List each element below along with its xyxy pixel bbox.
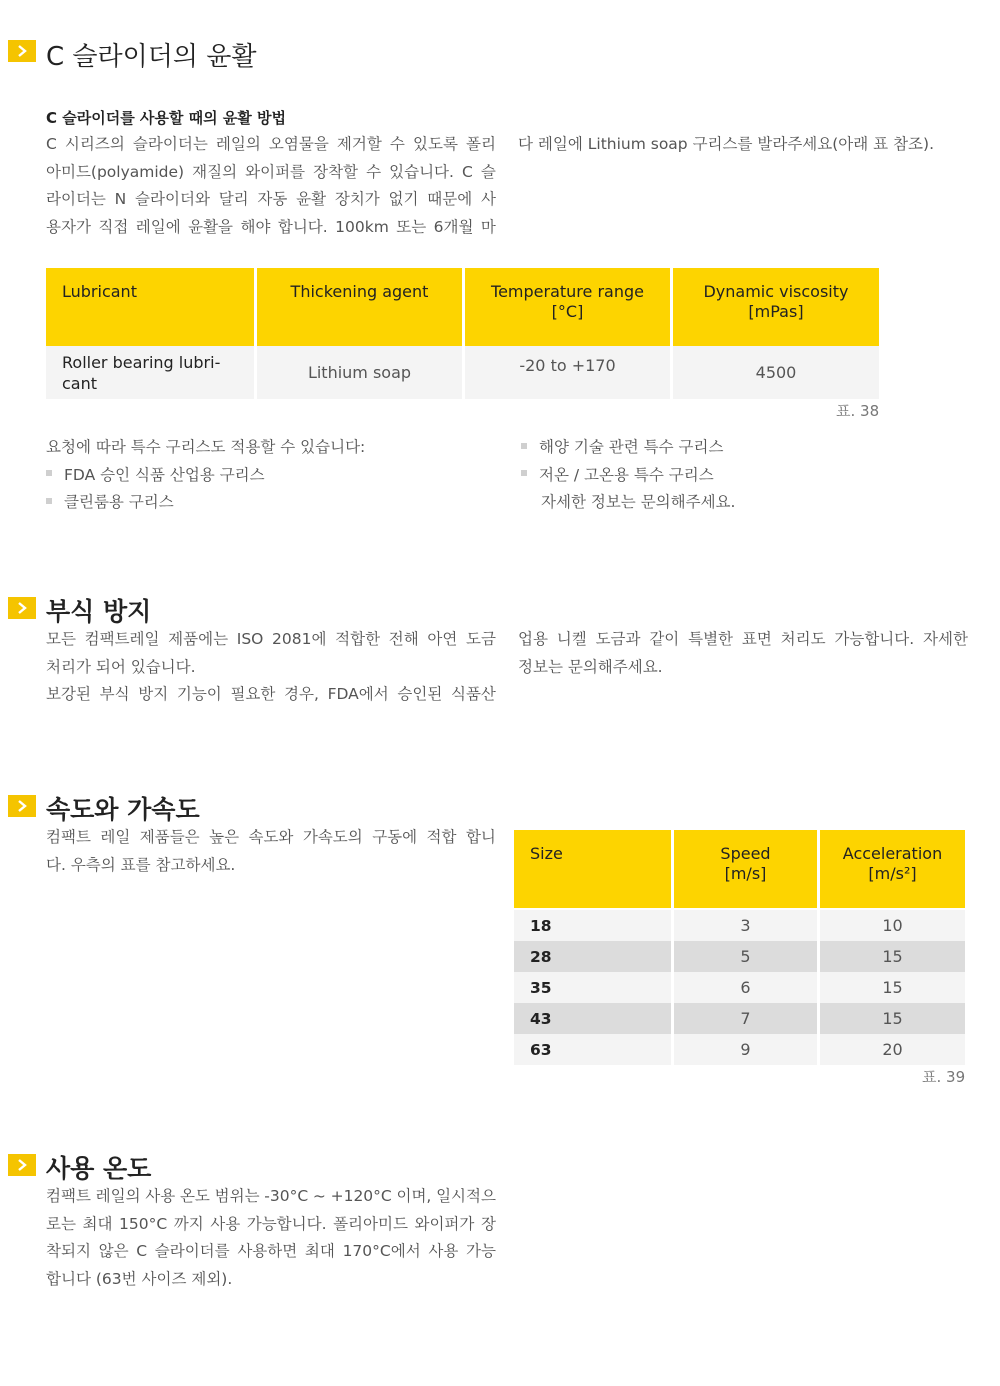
cell-lubricant — [46, 346, 254, 399]
header-lubricant: Lubricant — [46, 268, 254, 346]
list-item — [46, 489, 365, 517]
header-viscosity-unit: [mPas] — [748, 302, 804, 321]
lubrication-text-right — [518, 131, 968, 159]
lubricant-table — [43, 268, 882, 399]
chevron-right-icon — [8, 597, 36, 619]
cell-size: 18 — [514, 910, 671, 941]
header-dynamic-viscosity — [673, 268, 879, 346]
cell-lubricant-line1: Roller bearing lubri- — [62, 352, 221, 372]
text-line: 아미드(polyamide) 재질의 와이퍼를 장착할 수 있습니다. C 슬 — [46, 162, 496, 181]
header-speed — [674, 830, 817, 908]
bullet-icon — [521, 443, 527, 449]
cell-size: 43 — [514, 1003, 671, 1034]
table-row — [514, 972, 965, 1003]
cell-acceleration: 15 — [820, 1003, 965, 1034]
text-line: C 시리즈의 슬라이더는 레일의 오염물을 제거할 수 있도록 폴리 — [46, 135, 496, 153]
chevron-right-icon — [8, 795, 36, 817]
text-line: 다. 우측의 표를 참고하세요. — [46, 855, 236, 874]
header-size: Size — [514, 830, 671, 908]
cell-acceleration: 15 — [820, 972, 965, 1003]
lubrication-text-left — [46, 131, 496, 241]
header-accel-label: Acceleration — [842, 844, 943, 863]
header-viscosity-label: Dynamic viscosity — [703, 282, 849, 301]
section-title-lubrication: C 슬라이더의 윤활 — [46, 42, 257, 72]
cell-size: 28 — [514, 941, 671, 972]
text-line: 합니다 (63번 사이즈 제외). — [46, 1269, 233, 1288]
cell-lubricant-line2: cant — [62, 373, 98, 393]
special-note: 자세한 정보는 문의해주세요. — [541, 493, 736, 511]
special-grease-left — [46, 434, 365, 517]
cell-speed: 9 — [674, 1034, 817, 1065]
header-temperature-range — [465, 268, 670, 346]
list-item-text: 클린룸용 구리스 — [64, 493, 174, 511]
speed-table — [511, 830, 968, 1065]
cell-acceleration: 20 — [820, 1034, 965, 1065]
header-temp-unit: [°C] — [551, 302, 584, 321]
text-line: 보강된 부식 방지 기능이 필요한 경우, FDA에서 승인된 식품산 — [46, 685, 496, 703]
list-item-text: 해양 기술 관련 특수 구리스 — [539, 438, 724, 456]
lubrication-subtitle: C 슬라이더를 사용할 때의 윤활 방법 — [46, 109, 286, 127]
header-acceleration — [820, 830, 965, 908]
temperature-text — [46, 1183, 496, 1293]
cell-speed: 3 — [674, 910, 817, 941]
cell-acceleration: 15 — [820, 941, 965, 972]
cell-speed: 6 — [674, 972, 817, 1003]
speed-text — [46, 824, 496, 879]
table-caption-39: 표. 39 — [922, 1068, 966, 1086]
list-item — [521, 462, 735, 490]
table-caption-38: 표. 38 — [836, 402, 880, 420]
corrosion-text-right — [518, 626, 968, 681]
cell-temperature: -20 to +170 — [465, 346, 670, 399]
text-line: 착되지 않은 C 슬라이더를 사용하면 최대 170°C에서 사용 가능 — [46, 1242, 496, 1260]
chevron-right-icon — [8, 40, 36, 62]
header-speed-label: Speed — [720, 844, 771, 863]
table-row — [514, 1003, 965, 1034]
special-intro: 요청에 따라 특수 구리스도 적용할 수 있습니다: — [46, 438, 366, 456]
cell-viscosity: 4500 — [673, 346, 879, 399]
header-accel-unit: [m/s²] — [868, 864, 917, 883]
text-line: 컴팩트 레일의 사용 온도 범위는 -30°C ~ +120°C 이며, 일시적으 — [46, 1187, 496, 1205]
table-row — [46, 346, 879, 399]
table-row — [514, 1034, 965, 1065]
header-thickening-agent: Thickening agent — [257, 268, 462, 346]
text-line: 처리가 되어 있습니다. — [46, 657, 196, 676]
section-title-corrosion: 부식 방지 — [46, 597, 152, 626]
bullet-icon — [46, 470, 52, 476]
section-title-temperature: 사용 온도 — [46, 1154, 152, 1183]
special-grease-right — [521, 434, 735, 517]
text-line: 용자가 직접 레일에 윤활을 해야 합니다. 100km 또는 6개월 마 — [46, 217, 496, 236]
text-line: 정보는 문의해주세요. — [518, 657, 663, 676]
list-item — [46, 462, 365, 490]
text-line: 라이더는 N 슬라이더와 달리 자동 윤활 장치가 없기 때문에 사 — [46, 190, 496, 208]
text-line: 다 레일에 Lithium soap 구리스를 발라주세요(아래 표 참조). — [518, 135, 934, 153]
header-temp-label: Temperature range — [491, 282, 644, 301]
section-title-speed: 속도와 가속도 — [46, 795, 200, 824]
list-item-text: FDA 승인 식품 산업용 구리스 — [64, 465, 265, 484]
text-line: 로는 최대 150°C 까지 사용 가능합니다. 폴리아미드 와이퍼가 장 — [46, 1214, 496, 1233]
corrosion-text-left — [46, 626, 496, 709]
cell-speed: 7 — [674, 1003, 817, 1034]
cell-speed: 5 — [674, 941, 817, 972]
table-row — [514, 941, 965, 972]
table-row — [514, 910, 965, 941]
cell-size: 63 — [514, 1034, 671, 1065]
cell-agent: Lithium soap — [257, 346, 462, 399]
text-line: 모든 컴팩트레일 제품에는 ISO 2081에 적합한 전해 아연 도금 — [46, 630, 496, 648]
bullet-icon — [46, 498, 52, 504]
list-item-text: 저온 / 고온용 특수 구리스 — [539, 465, 714, 484]
header-speed-unit: [m/s] — [724, 864, 767, 883]
cell-acceleration: 10 — [820, 910, 965, 941]
list-item — [521, 434, 735, 462]
text-line: 컴팩트 레일 제품들은 높은 속도와 가속도의 구동에 적합 합니 — [46, 828, 496, 846]
cell-size: 35 — [514, 972, 671, 1003]
bullet-icon — [521, 470, 527, 476]
chevron-right-icon — [8, 1154, 36, 1176]
text-line: 업용 니켈 도금과 같이 특별한 표면 처리도 가능합니다. 자세한 — [518, 630, 968, 648]
